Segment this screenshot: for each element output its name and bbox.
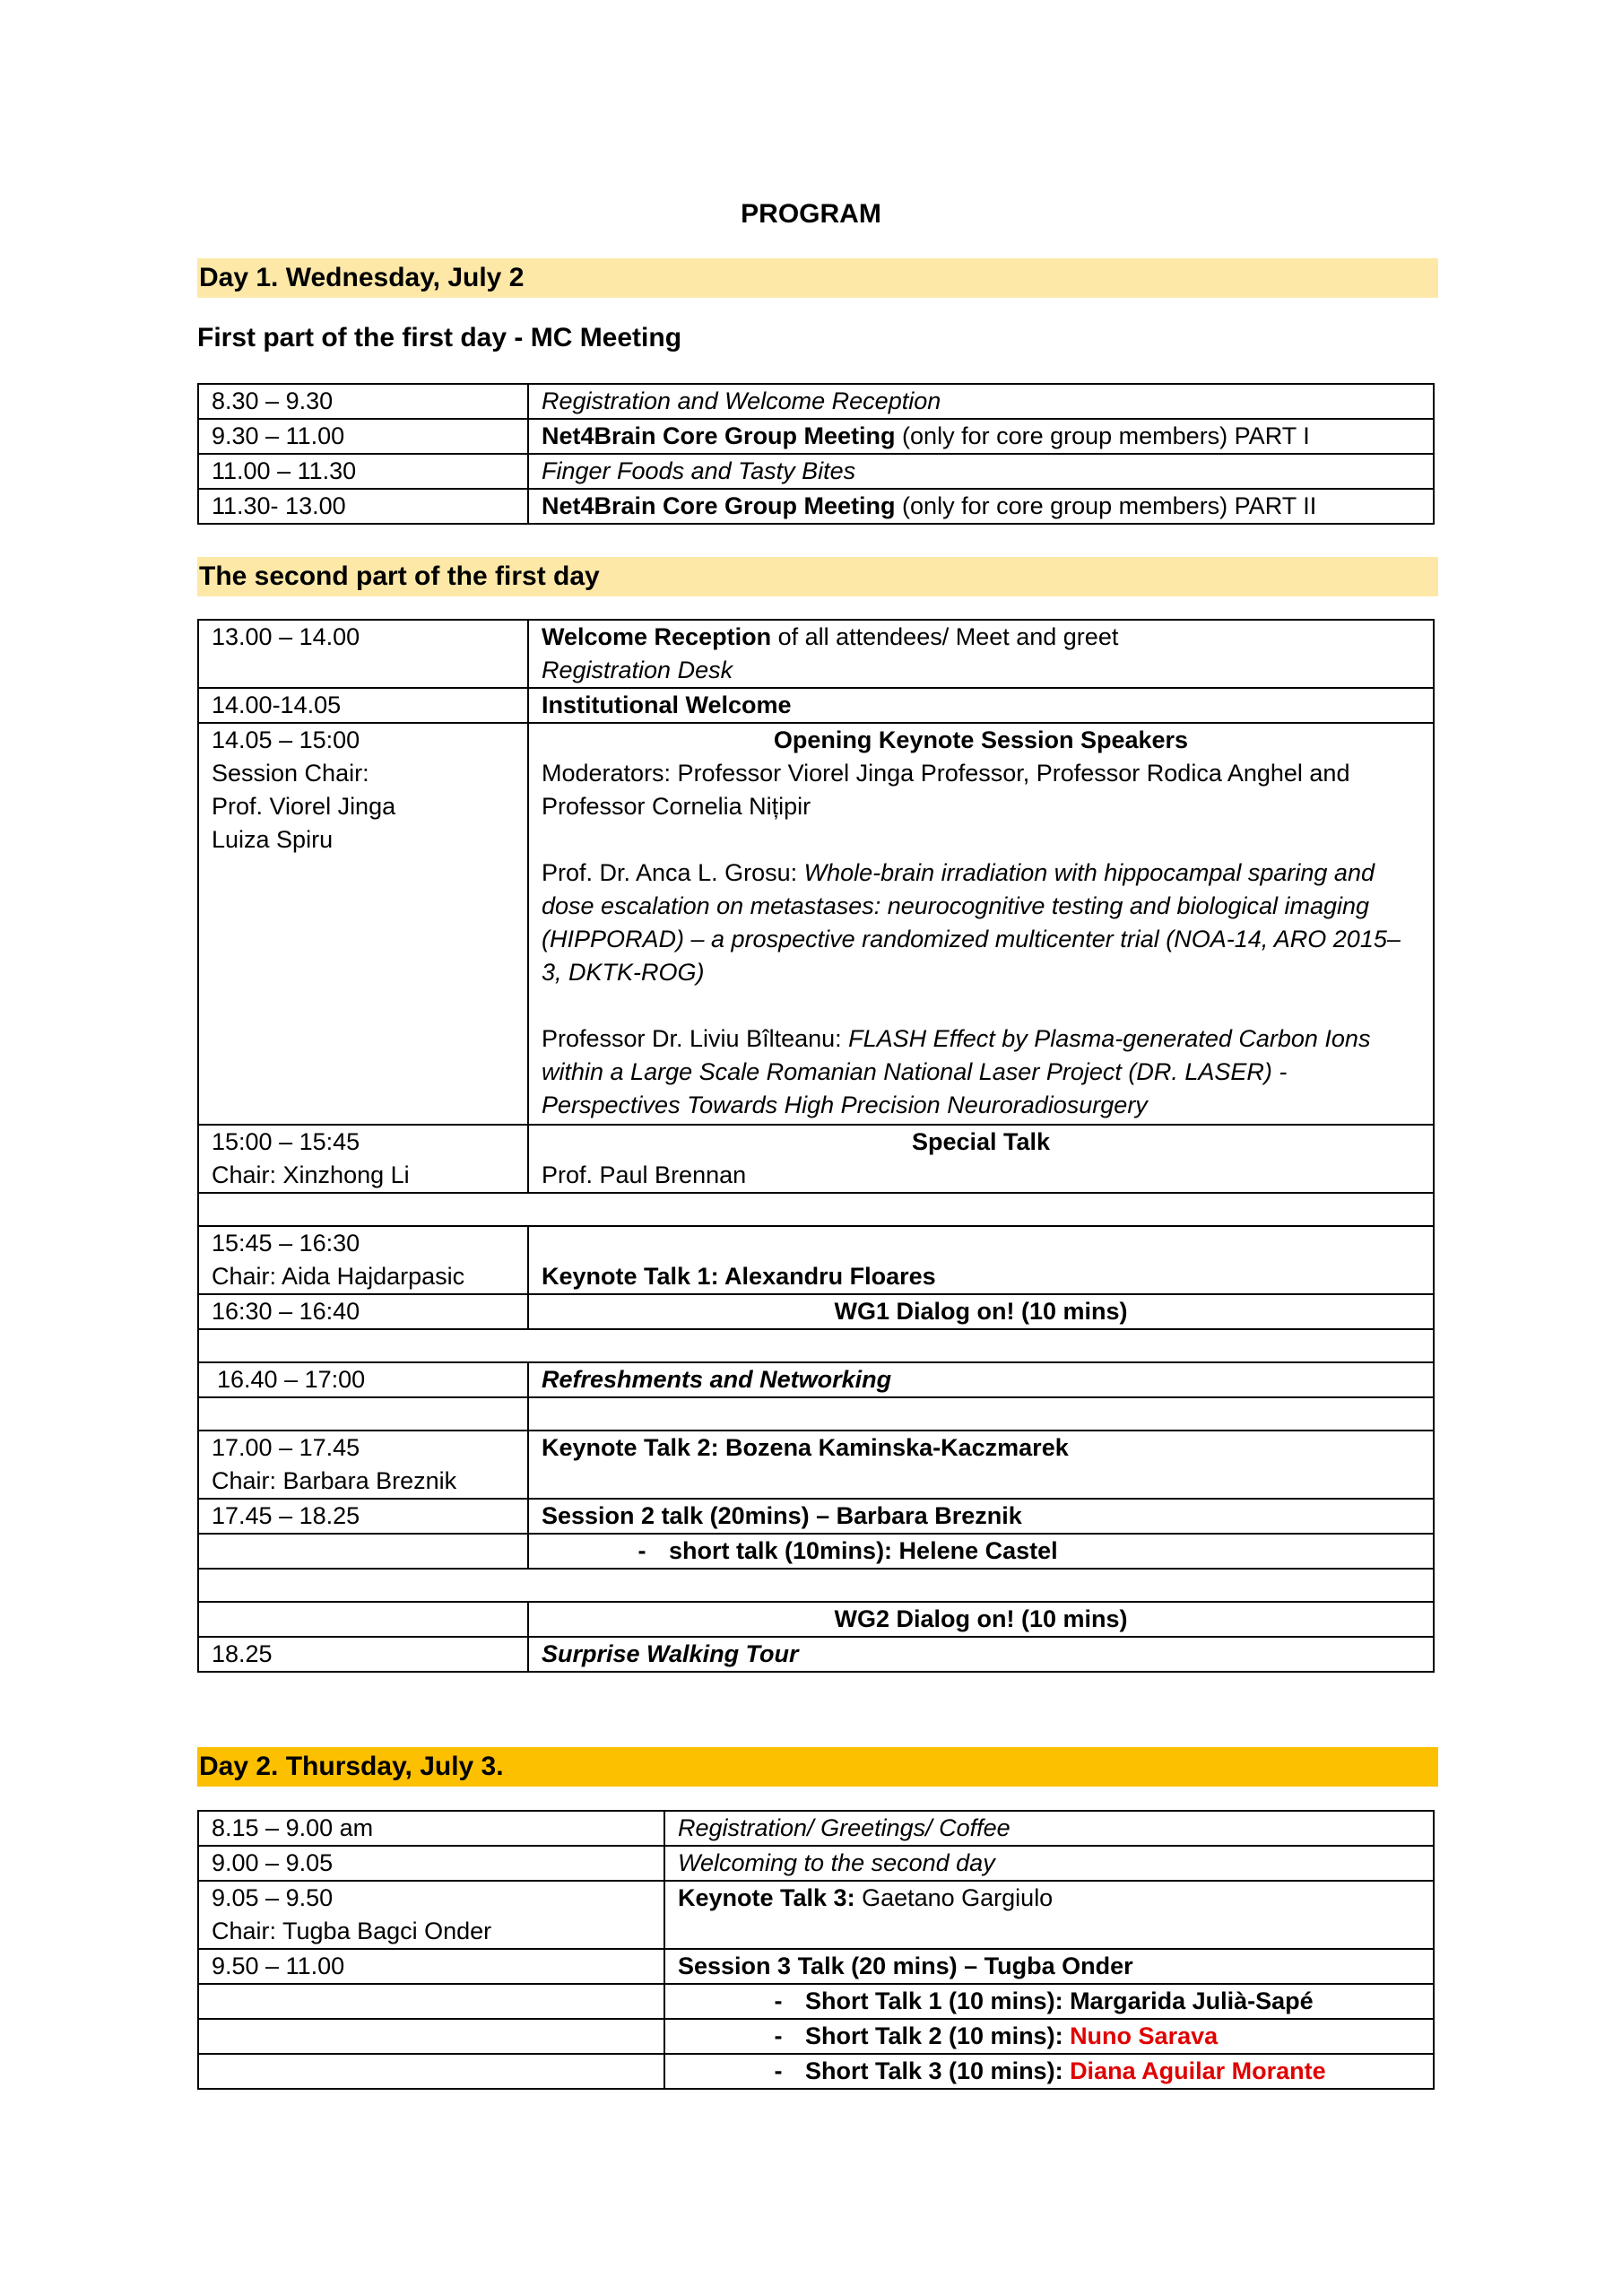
event-note: of all attendees/ Meet and greet [771,623,1119,650]
day1-part1-table [197,383,1435,525]
empty-cell [528,1397,1434,1431]
speaker: Prof. Paul Brennan [542,1161,747,1188]
event-cell: WG2 Dialog on! (10 mins) [528,1602,1434,1637]
time-cell: 13.00 – 14.00 [198,620,528,688]
page-title: PROGRAM [741,199,881,229]
event-title: Net4Brain Core Group Meeting [542,492,896,519]
time-cell: 11.30- 13.00 [198,489,528,524]
bullet-dash: - [638,1537,646,1564]
chair-name: Chair: Aida Hajdarpasic [212,1263,465,1290]
event-cell [528,489,1434,524]
time-cell [198,1881,664,1949]
session-title: Opening Keynote Session Speakers [773,726,1189,753]
chair-name: Luiza Spiru [212,826,334,853]
event-cell [664,1881,1434,1949]
event-cell [528,723,1434,1125]
time-value: 9.05 – 9.50 [212,1884,334,1911]
chair-name: Chair: Tugba Bagci Onder [212,1918,492,1944]
table-row [198,1534,1434,1569]
event-title: Welcome Reception [542,623,772,650]
empty-cell [198,1397,528,1431]
chair-name: Chair: Barbara Breznik [212,1467,457,1494]
time-cell [198,1431,528,1499]
event-cell: WG1 Dialog on! (10 mins) [528,1294,1434,1329]
day2-heading: Day 2. Thursday, July 3. [197,1747,1438,1787]
table-row [198,1881,1434,1949]
short-talk-speaker: Diana Aguilar Morante [1070,2057,1326,2084]
event-cell: Session 2 talk (20mins) – Barbara Breznik [528,1499,1434,1534]
event-cell: Session 3 Talk (20 mins) – Tugba Onder [664,1949,1434,1984]
table-row [198,2054,1434,2089]
empty-row [198,1569,1434,1602]
speaker: Gaetano Gargiulo [854,1884,1054,1911]
time-cell [198,1226,528,1294]
day1-heading: Day 1. Wednesday, July 2 [197,258,1438,298]
table-row [198,1362,1434,1397]
time-cell: 8.30 – 9.30 [198,384,528,419]
keynote-talk [542,857,1420,989]
time-cell: 9.00 – 9.05 [198,1846,664,1881]
event-title: Keynote Talk 3: [678,1884,855,1911]
event-cell: Refreshments and Networking [528,1362,1434,1397]
table-row [198,1499,1434,1534]
table-row [198,384,1434,419]
table-row [198,1846,1434,1881]
event-title: Net4Brain Core Group Meeting [542,422,896,449]
empty-row [198,1329,1434,1362]
event-cell: Institutional Welcome [528,688,1434,723]
time-cell [198,723,528,1125]
short-talk-speaker: Nuno Sarava [1070,2022,1219,2049]
table-row [198,489,1434,524]
keynote-talk [542,1022,1420,1122]
time-value: 14.05 – 15:00 [212,726,360,753]
speaker: Prof. Dr. Anca L. Grosu: [542,859,804,886]
event-cell [528,1125,1434,1193]
time-cell [198,2054,664,2089]
speaker: Professor Dr. Liviu Bîlteanu: [542,1025,849,1052]
empty-row [198,1193,1434,1226]
day1-part2-heading: The second part of the first day [197,557,1438,596]
time-value: 15:00 – 15:45 [212,1128,360,1155]
time-cell [198,1534,528,1569]
event-cell: Keynote Talk 2: Bozena Kaminska-Kaczmarek [528,1431,1434,1499]
event-cell [528,1534,1434,1569]
event-cell: Finger Foods and Tasty Bites [528,454,1434,489]
time-cell: 16:30 – 16:40 [198,1294,528,1329]
table-row [198,1811,1434,1846]
event-cell: Keynote Talk 1: Alexandru Floares [528,1226,1434,1294]
time-cell: 9.30 – 11.00 [198,419,528,454]
event-cell: Welcoming to the second day [664,1846,1434,1881]
short-talk-label: Short Talk 3 (10 mins): [805,2057,1071,2084]
time-cell [198,1602,528,1637]
empty-cell [198,1193,1434,1226]
event-cell [664,1984,1434,2019]
bullet-dash: - [774,1987,783,2014]
time-cell: 8.15 – 9.00 am [198,1811,664,1846]
talk-title: Whole-brain irradiation with hippocampal sparing and dose escalation on metastases: neurocognitive testing and biological imaging (HIPPORAD) – a prospective randomized multicenter trial (NOA-14, ARO 2015–3, DKTK-ROG) [542,859,1401,986]
time-cell: 9.50 – 11.00 [198,1949,664,1984]
bullet-dash: - [774,2057,783,2084]
table-row [198,1637,1434,1672]
short-talk-speaker: Margarida Julià-Sapé [1070,1987,1314,2014]
table-row [198,419,1434,454]
day2-table [197,1810,1435,2090]
chair-label: Session Chair: [212,760,369,787]
table-row [198,1294,1434,1329]
table-row [198,688,1434,723]
empty-cell [198,1329,1434,1362]
talk-title: FLASH Effect by Plasma-generated Carbon Ions within a Large Scale Romanian National Laser Project (DR. LASER) - Perspectives Towards High Precision Neuroradiosurgery [542,1025,1371,1118]
time-value: 15:45 – 16:30 [212,1230,360,1257]
day1-part2-table [197,619,1435,1673]
event-cell [664,2054,1434,2089]
table-row [198,620,1434,688]
table-row [198,1125,1434,1193]
table-row [198,454,1434,489]
empty-row [198,1397,1434,1431]
event-note: (only for core group members) PART I [895,422,1310,449]
table-row [198,1431,1434,1499]
time-cell: 14.00-14.05 [198,688,528,723]
time-cell [198,2019,664,2054]
chair-name: Prof. Viorel Jinga [212,793,396,820]
time-cell: 11.00 – 11.30 [198,454,528,489]
table-row [198,1984,1434,2019]
time-cell: 18.25 [198,1637,528,1672]
event-cell: Registration and Welcome Reception [528,384,1434,419]
table-row [198,723,1434,1125]
table-row [198,2019,1434,2054]
table-row [198,1949,1434,1984]
event-subline: Registration Desk [542,657,733,683]
chair-name: Chair: Xinzhong Li [212,1161,410,1188]
time-cell: 17.45 – 18.25 [198,1499,528,1534]
day1-part1-heading: First part of the first day - MC Meeting [197,323,682,352]
event-cell [528,620,1434,688]
bullet-dash: - [774,2022,783,2049]
time-cell [198,1125,528,1193]
event-cell [664,2019,1434,2054]
event-cell [528,419,1434,454]
event-cell: Registration/ Greetings/ Coffee [664,1811,1434,1846]
short-talk-label: Short Talk 2 (10 mins): [805,2022,1071,2049]
event-note: (only for core group members) PART II [895,492,1317,519]
short-talk-label: Short Talk 1 (10 mins): [805,1987,1071,2014]
table-row [198,1226,1434,1294]
table-row [198,1602,1434,1637]
session-title: Special Talk [911,1128,1051,1155]
time-cell: 16.40 – 17:00 [198,1362,528,1397]
empty-cell [198,1569,1434,1602]
short-talk: short talk (10mins): Helene Castel [669,1537,1058,1564]
time-cell [198,1984,664,2019]
event-cell: Surprise Walking Tour [528,1637,1434,1672]
moderators: Moderators: Professor Viorel Jinga Professor, Professor Rodica Anghel and Professor Cornelia Nițipir [542,760,1350,820]
time-value: 17.00 – 17.45 [212,1434,360,1461]
